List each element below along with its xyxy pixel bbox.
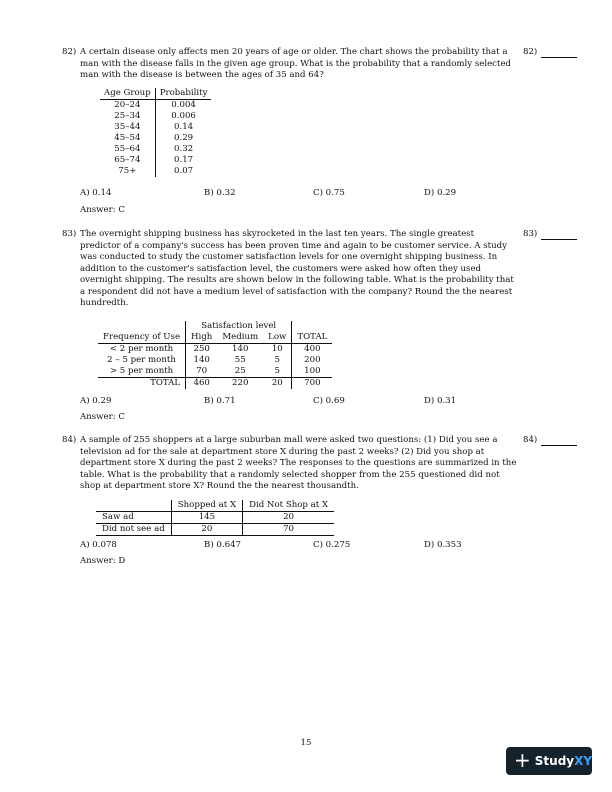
table-row bbox=[98, 344, 332, 356]
table-header-row bbox=[100, 88, 211, 100]
table-group-header-row bbox=[98, 321, 332, 332]
table-cell: Saw ad bbox=[96, 512, 171, 524]
satisfaction-table bbox=[98, 321, 332, 389]
logo-text-study: Study bbox=[534, 753, 575, 768]
table-header-row bbox=[96, 500, 334, 512]
table-cell: 65–74 bbox=[100, 155, 155, 166]
table-cell: 0.14 bbox=[174, 122, 194, 132]
table-cell: 20–24 bbox=[100, 100, 155, 112]
question-83-footer bbox=[62, 396, 517, 436]
table-cell: Did not see ad bbox=[96, 524, 171, 536]
table-cell: 100 bbox=[304, 366, 321, 376]
answer-blank[interactable] bbox=[541, 57, 577, 58]
choice-b[interactable]: B) 0.647 bbox=[204, 540, 242, 550]
shopper-table bbox=[96, 500, 334, 536]
table-cell: 20 bbox=[171, 524, 242, 536]
choice-d[interactable]: D) 0.29 bbox=[424, 188, 457, 198]
answer-blank[interactable] bbox=[541, 445, 577, 446]
margin-number: 83) bbox=[523, 229, 538, 239]
studyxy-logo[interactable] bbox=[506, 747, 592, 775]
table-cell: 70 bbox=[196, 366, 208, 376]
table-cell: 0.07 bbox=[174, 166, 194, 176]
table-row bbox=[96, 512, 334, 524]
question-number: 83) bbox=[62, 229, 77, 239]
table-row bbox=[96, 524, 334, 536]
table-header-row bbox=[98, 332, 332, 344]
margin-number: 84) bbox=[523, 435, 538, 445]
table-row bbox=[100, 166, 211, 177]
table-total-row bbox=[98, 378, 332, 390]
table-row bbox=[100, 122, 211, 133]
answer-key: Answer: D bbox=[80, 556, 126, 566]
table-cell: 400 bbox=[304, 344, 321, 354]
choice-d[interactable]: D) 0.353 bbox=[424, 540, 462, 550]
table-cell: 45–54 bbox=[100, 133, 155, 144]
table-header-cell: Age Group bbox=[100, 88, 155, 100]
table-cell: 5 bbox=[263, 366, 292, 378]
table-cell: 200 bbox=[304, 355, 321, 365]
table-row bbox=[100, 144, 211, 155]
plus-icon: + bbox=[514, 748, 531, 772]
question-number: 82) bbox=[62, 47, 77, 57]
table-cell: 0.29 bbox=[174, 133, 194, 143]
answer-key: Answer: C bbox=[80, 412, 125, 422]
table-cell: 70 bbox=[243, 524, 335, 536]
choice-a[interactable]: A) 0.29 bbox=[80, 396, 112, 406]
table-row bbox=[100, 133, 211, 144]
table-row bbox=[98, 355, 332, 366]
choice-b[interactable]: B) 0.71 bbox=[204, 396, 236, 406]
table-cell: 0.17 bbox=[174, 155, 194, 165]
table-cell: 55–64 bbox=[100, 144, 155, 155]
table-cell: 0.004 bbox=[171, 100, 196, 110]
table-row bbox=[100, 111, 211, 122]
table-header-cell: Low bbox=[263, 332, 292, 344]
table-cell: 10 bbox=[263, 344, 292, 356]
table-header-cell: Did Not Shop at X bbox=[243, 500, 335, 512]
answer-choices bbox=[80, 188, 520, 200]
table-cell: 220 bbox=[217, 378, 263, 390]
question-text: The overnight shipping business has skyrocketed in the last ten years. The single greatest predictor of a company's success has been proven time and again to be customer service. A study was conducted to study the customer satisfaction levels for one overnight shipping business. In addition to the customer's satisfaction level, the customers were asked how often they used overnight shipping. The results are shown below in the following table. What is the probability that a respondent did not have a medium level of satisfaction with the company? Round the the nearest hundredth. bbox=[80, 229, 514, 309]
question-84 bbox=[62, 435, 517, 493]
table-header-cell: Probability bbox=[155, 88, 211, 100]
answer-choices bbox=[80, 396, 520, 408]
choice-a[interactable]: A) 0.14 bbox=[80, 188, 112, 198]
table-cell: 140 bbox=[193, 355, 210, 365]
table-row bbox=[100, 100, 211, 112]
table-cell: 250 bbox=[193, 344, 210, 354]
age-probability-table bbox=[100, 88, 211, 177]
table-cell: < 2 per month bbox=[98, 344, 186, 356]
question-84-footer bbox=[62, 540, 517, 580]
choice-c[interactable]: C) 0.275 bbox=[313, 540, 351, 550]
table-header-cell bbox=[96, 500, 171, 512]
table-cell: 75+ bbox=[100, 166, 155, 177]
question-82 bbox=[62, 47, 517, 82]
logo-text-xy: XY bbox=[574, 753, 593, 768]
choice-a[interactable]: A) 0.078 bbox=[80, 540, 117, 550]
table-cell: 0.32 bbox=[174, 144, 194, 154]
table-cell: 5 bbox=[263, 355, 292, 366]
table-cell: TOTAL bbox=[98, 378, 186, 390]
question-83 bbox=[62, 229, 517, 310]
question-82-footer bbox=[62, 188, 517, 228]
table-row bbox=[100, 155, 211, 166]
choice-c[interactable]: C) 0.69 bbox=[313, 396, 345, 406]
table-group-header: Satisfaction level bbox=[186, 321, 292, 332]
table-cell: > 5 per month bbox=[98, 366, 186, 378]
table-cell: 55 bbox=[234, 355, 246, 365]
choice-d[interactable]: D) 0.31 bbox=[424, 396, 457, 406]
table-header-cell: TOTAL bbox=[292, 332, 332, 344]
margin-number: 82) bbox=[523, 47, 538, 57]
table-header-cell: Medium bbox=[217, 332, 263, 344]
table-cell: 145 bbox=[171, 512, 242, 524]
table-row bbox=[98, 366, 332, 378]
table-cell: 25–34 bbox=[100, 111, 155, 122]
page-number: 15 bbox=[300, 738, 312, 748]
question-number: 84) bbox=[62, 435, 77, 445]
table-cell: 140 bbox=[232, 344, 249, 354]
choice-b[interactable]: B) 0.32 bbox=[204, 188, 236, 198]
table-cell: 460 bbox=[186, 378, 218, 390]
table-cell: 25 bbox=[234, 366, 246, 376]
table-cell: 35–44 bbox=[100, 122, 155, 133]
table-cell: 20 bbox=[243, 512, 335, 524]
answer-blank[interactable] bbox=[541, 239, 577, 240]
answer-choices bbox=[80, 540, 520, 552]
table-header-cell: Frequency of Use bbox=[98, 332, 186, 344]
table-cell: 2 – 5 per month bbox=[98, 355, 186, 366]
question-text: A certain disease only affects men 20 years of age or older. The chart shows the probability that a man with the disease falls in the given age group. What is the probability that a randomly selected man with the disease is between the ages of 35 and 64? bbox=[80, 47, 512, 81]
answer-key: Answer: C bbox=[80, 205, 125, 215]
table-cell: 0.006 bbox=[171, 111, 196, 121]
table-header-cell: High bbox=[186, 332, 218, 344]
choice-c[interactable]: C) 0.75 bbox=[313, 188, 345, 198]
table-header-cell: Shopped at X bbox=[171, 500, 242, 512]
table-cell: 700 bbox=[292, 378, 332, 390]
question-text: A sample of 255 shoppers at a large suburban mall were asked two questions: (1) Did you see a television ad for the sale at department store X during the past 2 weeks? (2) Did you shop at department store X during the past 2 weeks? The responses to the questions are summarized in the table. What is the probability that a randomly selected shopper from the 255 questioned did not shop at department store X? Round the the nearest thousandth. bbox=[80, 435, 517, 492]
table-cell: 20 bbox=[263, 378, 292, 390]
